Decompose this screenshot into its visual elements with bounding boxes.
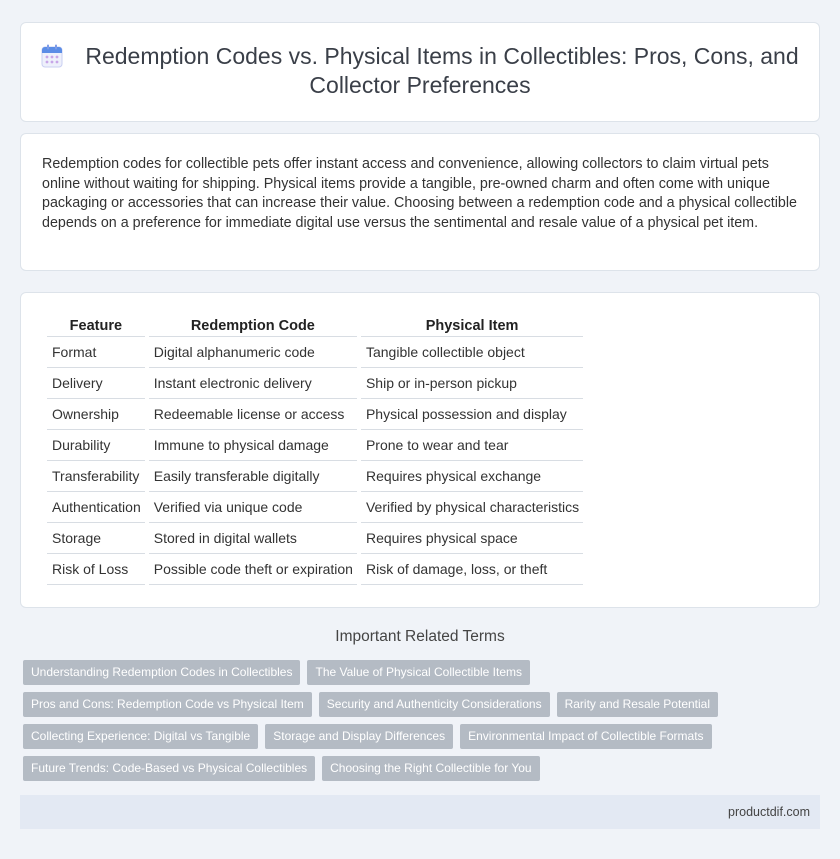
title-card: [20, 22, 820, 122]
table-body: [47, 337, 583, 585]
related-terms-list: [23, 660, 723, 781]
related-term-tag[interactable]: Choosing the Right Collectible for You: [322, 756, 539, 781]
table-row: [47, 368, 583, 399]
table-header-cell: Physical Item: [361, 315, 583, 337]
table-cell: Risk of damage, loss, or theft: [361, 554, 583, 585]
related-term-tag[interactable]: Storage and Display Differences: [265, 724, 453, 749]
footer: [20, 795, 820, 829]
table-cell: Requires physical exchange: [361, 461, 583, 492]
table-cell: Delivery: [47, 368, 145, 399]
table-cell: Easily transferable digitally: [149, 461, 357, 492]
table-cell: Transferability: [47, 461, 145, 492]
table-cell: Stored in digital wallets: [149, 523, 357, 554]
table-cell: Possible code theft or expiration: [149, 554, 357, 585]
related-term-tag[interactable]: Understanding Redemption Codes in Collectibles: [23, 660, 300, 685]
table-cell: Physical possession and display: [361, 399, 583, 430]
table-row: [47, 337, 583, 368]
table-cell: Prone to wear and tear: [361, 430, 583, 461]
table-cell: Authentication: [47, 492, 145, 523]
related-term-tag[interactable]: Rarity and Resale Potential: [557, 692, 718, 717]
table-cell: Storage: [47, 523, 145, 554]
intro-card: [20, 133, 820, 271]
table-header-cell: Feature: [47, 315, 145, 337]
comparison-card: [20, 292, 820, 608]
page-title: Redemption Codes vs. Physical Items in Collectibles: Pros, Cons, and Collector Preferences: [85, 43, 799, 98]
table-row: [47, 430, 583, 461]
table-cell: Ownership: [47, 399, 145, 430]
table-cell: Verified by physical characteristics: [361, 492, 583, 523]
related-term-tag[interactable]: Security and Authenticity Considerations: [319, 692, 550, 717]
related-term-tag[interactable]: Environmental Impact of Collectible Formats: [460, 724, 711, 749]
calendar-icon: [41, 44, 63, 68]
related-term-tag[interactable]: Future Trends: Code-Based vs Physical Collectibles: [23, 756, 315, 781]
table-cell: Format: [47, 337, 145, 368]
table-cell: Risk of Loss: [47, 554, 145, 585]
table-row: [47, 554, 583, 585]
table-cell: Tangible collectible object: [361, 337, 583, 368]
table-cell: Redeemable license or access: [149, 399, 357, 430]
table-cell: Durability: [47, 430, 145, 461]
table-cell: Requires physical space: [361, 523, 583, 554]
table-row: [47, 399, 583, 430]
intro-paragraph: Redemption codes for collectible pets offer instant access and convenience, allowing collectors to claim virtual pets online without waiting for shipping. Physical items provide a tangible, pre-owned charm and often come with unique packaging or accessories that can increase their value. Choosing between a redemption code and a physical collectible depends on a preference for immediate digital use versus the sentimental and resale value of a physical pet item.: [42, 156, 798, 231]
related-term-tag[interactable]: Pros and Cons: Redemption Code vs Physical Item: [23, 692, 312, 717]
table-cell: Instant electronic delivery: [149, 368, 357, 399]
table-row: [47, 523, 583, 554]
table-header-row: [47, 315, 583, 337]
related-term-tag[interactable]: Collecting Experience: Digital vs Tangible: [23, 724, 258, 749]
table-row: [47, 492, 583, 523]
table-header-cell: Redemption Code: [149, 315, 357, 337]
related-term-tag[interactable]: The Value of Physical Collectible Items: [307, 660, 530, 685]
table-cell: Ship or in-person pickup: [361, 368, 583, 399]
comparison-table: [43, 315, 587, 585]
table-cell: Verified via unique code: [149, 492, 357, 523]
table-row: [47, 461, 583, 492]
page-title-wrap: [21, 42, 819, 100]
footer-site[interactable]: productdif.com: [728, 805, 810, 819]
table-cell: Digital alphanumeric code: [149, 337, 357, 368]
table-cell: Immune to physical damage: [149, 430, 357, 461]
related-terms-title: Important Related Terms: [335, 628, 505, 645]
